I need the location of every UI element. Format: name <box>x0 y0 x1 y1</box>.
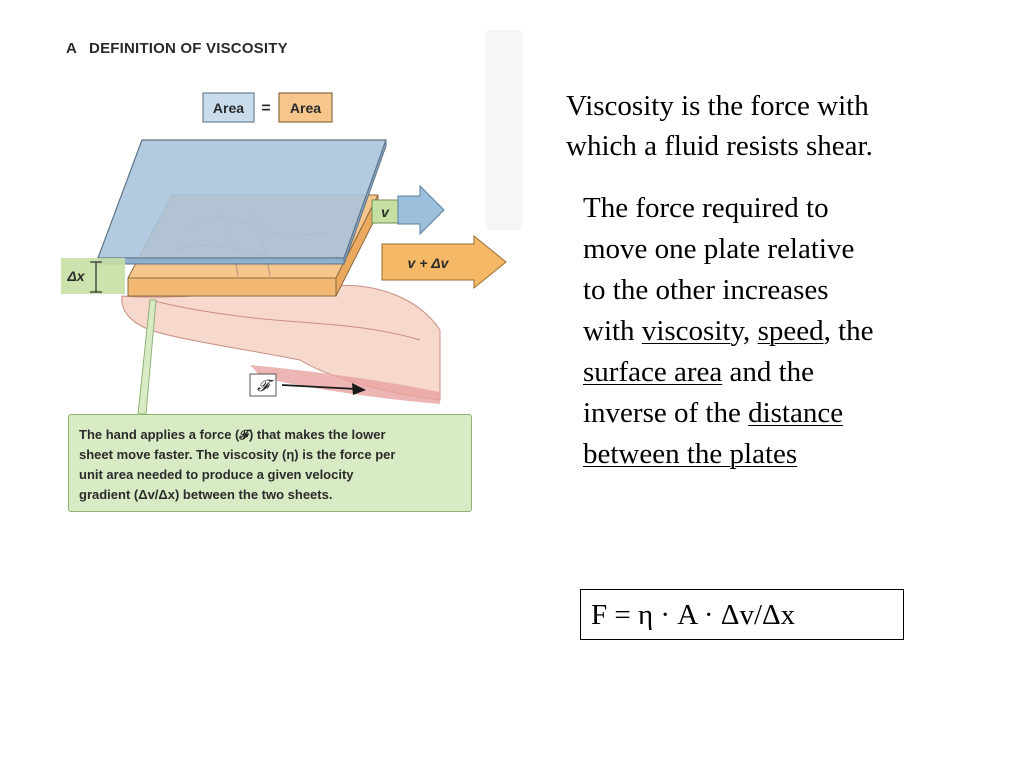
explanation-line-6 <box>583 393 874 434</box>
figure-label: A <box>66 40 78 57</box>
definition-line-2: which a fluid resists shear. <box>566 130 873 162</box>
dx-label: Δx <box>67 268 85 284</box>
explanation-line-3: to the other increases <box>583 274 829 306</box>
area-label-lower: Area <box>289 100 322 116</box>
explanation-line-1: The force required to <box>583 192 829 224</box>
background-panel <box>486 30 522 230</box>
upper-sheet-edge <box>98 258 344 264</box>
and-the-text: and the <box>722 356 815 388</box>
formula-text: F = η · A · Δv/Δx <box>591 599 796 631</box>
speed-term: speed <box>757 315 824 347</box>
viscosity-definition <box>566 86 873 166</box>
caption-line-3: unit area needed to produce a given velocity <box>79 467 354 482</box>
hand-shape <box>122 285 440 400</box>
v-plus-dv-label: v + Δv <box>407 255 449 271</box>
viscosity-formula <box>580 589 904 640</box>
lower-sheet-edge <box>128 278 336 296</box>
viscosity-term: viscosit <box>641 315 731 347</box>
surface-area-term: surface area <box>583 356 723 388</box>
area-label-upper: Area <box>212 100 245 116</box>
explanation-line-5 <box>583 352 874 393</box>
figure-caption <box>68 414 472 512</box>
the-text: , the <box>823 315 874 347</box>
explanation-line-7 <box>583 434 874 475</box>
force-symbol: 𝓕 <box>257 376 269 395</box>
velocity-arrow-upper <box>398 186 444 234</box>
definition-line-1: Viscosity is the force with <box>566 90 869 122</box>
figure-title-text: DEFINITION OF VISCOSITY <box>89 40 288 57</box>
y-comma-text: y, <box>730 315 758 347</box>
viscosity-figure <box>0 0 530 540</box>
explanation-line-4 <box>583 311 874 352</box>
caption-line-2: sheet move faster. The viscosity (η) is the force per <box>79 447 396 462</box>
caption-line-4: gradient (Δv/Δx) between the two sheets. <box>79 487 333 502</box>
force-explanation <box>583 188 874 475</box>
explanation-line-2: move one plate relative <box>583 233 855 265</box>
between-plates-term: between the plates <box>583 438 798 470</box>
upper-sheet <box>98 140 386 258</box>
v-label: v <box>381 204 389 220</box>
distance-term: distance <box>748 397 844 429</box>
equals-sign: = <box>261 100 271 117</box>
caption-line-1: The hand applies a force (𝓕) that makes the lower <box>79 427 386 442</box>
inverse-text: inverse of the <box>583 397 749 429</box>
with-text: with <box>583 315 642 347</box>
